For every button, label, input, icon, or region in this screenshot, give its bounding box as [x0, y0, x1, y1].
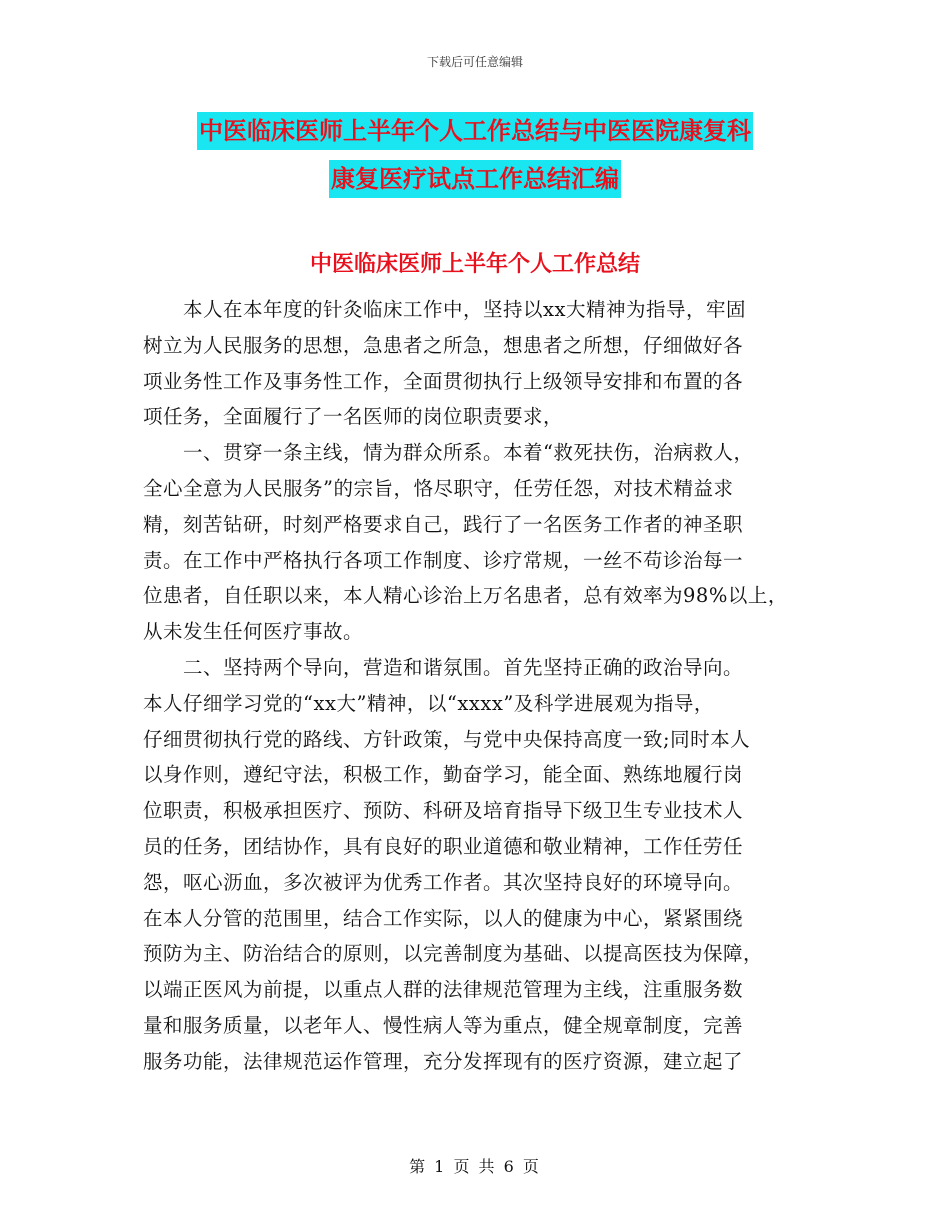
text-line: 仔细贯彻执行党的路线、方针政策，与党中央保持高度一致;同时本人 — [143, 727, 751, 751]
text-line: 位患者，自任职以来，本人精心诊治上万名患者，总有效率为98%以上， — [143, 584, 788, 608]
text-line: 从未发生任何医疗事故。 — [143, 620, 364, 644]
text-line: 以身作则，遵纪守法，积极工作，勤奋学习，能全面、熟练地履行岗 — [143, 763, 744, 787]
text-line: 量和服务质量，以老年人、慢性病人等为重点，健全规章制度，完善 — [143, 1013, 744, 1037]
page-footer: 第 1 页 共 6 页 — [409, 1157, 541, 1176]
text-line: 本人在本年度的针灸临床工作中，坚持以xx大精神为指导，牢固 — [143, 298, 746, 321]
body-text — [143, 292, 805, 1080]
text-line: 二、坚持两个导向，营造和谐氛围。首先坚持正确的政治导向。 — [143, 655, 744, 679]
text-line: 服务功能，法律规范运作管理，充分发挥现有的医疗资源，建立起了 — [143, 1049, 744, 1073]
text-line: 本人仔细学习党的“xx大”精神，以“xxxx”及科学进展观为指导， — [143, 691, 714, 715]
text-line: 全心全意为人民服务”的宗旨，恪尽职守，任劳任怨，对技术精益求 — [143, 476, 734, 500]
text-line: 责。在工作中严格执行各项工作制度、诊疗常规，一丝不苟诊治每一 — [143, 548, 744, 572]
section-title: 中医临床医师上半年个人工作总结 — [309, 251, 640, 277]
document-title — [0, 112, 950, 198]
text-line: 在本人分管的范围里，结合工作实际，以人的健康为中心，紧紧围绕 — [143, 906, 744, 930]
title-line-1: 中医临床医师上半年个人工作总结与中医医院康复科 — [197, 112, 753, 150]
text-line: 树立为人民服务的思想，急患者之所急，想患者之所想，仔细做好各 — [143, 333, 744, 357]
text-line: 项任务，全面履行了一名医师的岗位职责要求， — [143, 405, 564, 429]
header-note: 下载后可任意编辑 — [426, 55, 523, 69]
text-line: 预防为主、防治结合的原则，以完善制度为基础、以提高医技为保障， — [143, 942, 764, 966]
text-line: 项业务性工作及事务性工作，全面贯彻执行上级领导安排和布置的各 — [143, 369, 744, 393]
title-line-2: 康复医疗试点工作总结汇编 — [329, 160, 621, 198]
text-line: 精，刻苦钻研，时刻严格要求自己，践行了一名医务工作者的神圣职 — [143, 512, 744, 536]
text-line: 以端正医风为前提，以重点人群的法律规范管理为主线，注重服务数 — [143, 978, 744, 1002]
text-line: 位职责，积极承担医疗、预防、科研及培育指导下级卫生专业技术人 — [143, 799, 744, 823]
text-line: 员的任务，团结协作，具有良好的职业道德和敬业精神，工作任劳任 — [143, 834, 744, 858]
text-line: 一、贯穿一条主线，情为群众所系。本着“救死扶伤，治病救人， — [143, 441, 754, 465]
text-line: 怨，呕心沥血，多次被评为优秀工作者。其次坚持良好的环境导向。 — [143, 870, 744, 894]
